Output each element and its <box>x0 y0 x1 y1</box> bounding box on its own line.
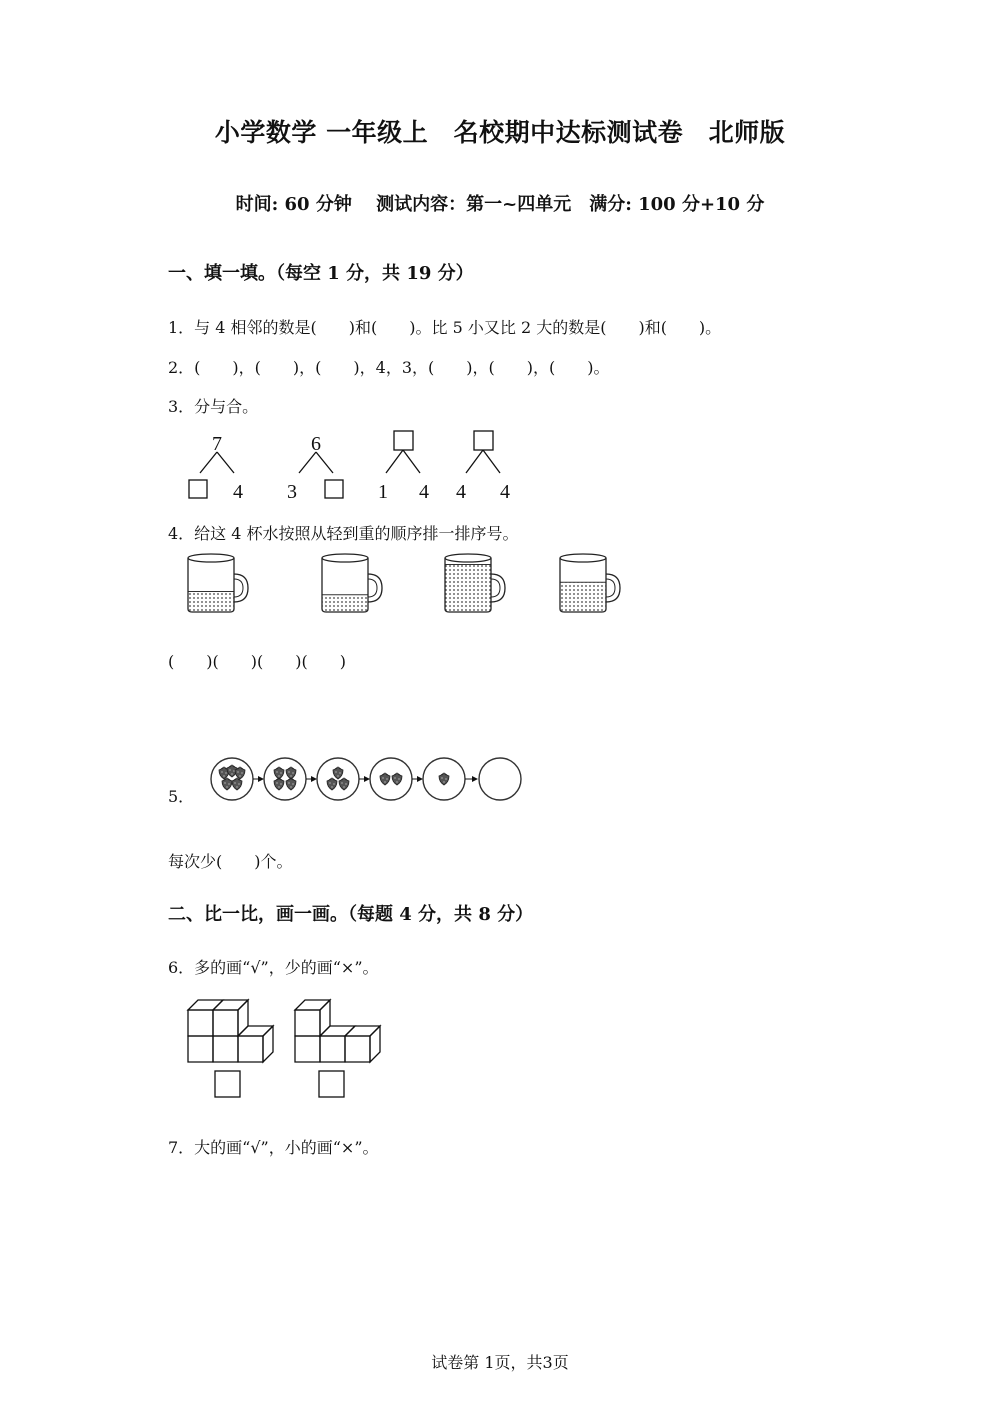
section-2-heading: 二、比一比，画一画。（每题 4 分，共 8 分） <box>168 904 534 925</box>
strawberry-icon <box>232 778 242 790</box>
bond-3-left: 1 <box>378 481 388 503</box>
strawberry-group-2 <box>264 758 306 800</box>
strawberry-group-6 <box>479 758 521 800</box>
strawberry-icon <box>274 767 284 779</box>
strawberry-group-4 <box>370 758 412 800</box>
question-3: 3．分与合。 <box>168 397 259 416</box>
bond-3-right: 4 <box>419 481 429 503</box>
section-1-heading: 一、填一填。（每空 1 分，共 19 分） <box>168 263 474 284</box>
strawberry-icon <box>286 778 296 790</box>
strawberry-icon <box>327 778 337 790</box>
page-footer: 试卷第 1页，共3页 <box>431 1353 569 1372</box>
bond-2-blank-box <box>325 480 343 498</box>
question-7: 7．大的画“√”，小的画“×”。 <box>168 1138 379 1157</box>
question-5-answer: 每次少( )个。 <box>168 852 293 871</box>
bond-1-right: 4 <box>233 481 243 503</box>
question-1: 1．与 4 相邻的数是( )和( )。比 5 小又比 2 大的数是( )和( )。 <box>168 318 722 337</box>
bond-1-blank-box <box>189 480 207 498</box>
bond-1-top: 7 <box>212 433 222 455</box>
question-4: 4．给这 4 杯水按照从轻到重的顺序排一排序号。 <box>168 524 519 543</box>
question-6: 6．多的画“√”，少的画“×”。 <box>168 958 379 977</box>
strawberry-group-5 <box>423 758 465 800</box>
water-fill <box>445 564 491 612</box>
answer-box-b <box>319 1071 344 1097</box>
bond-2-top: 6 <box>311 433 321 455</box>
water-cups-figure <box>180 552 630 618</box>
water-cup-4 <box>560 554 620 612</box>
bond-4-left: 4 <box>456 481 466 503</box>
bond-3-blank-box <box>394 431 413 450</box>
strawberry-icon <box>339 778 349 790</box>
question-2: 2．( )，( )，( )，4，3，( )，( )，( )。 <box>168 358 610 377</box>
cube-comparison-figure <box>185 995 385 1101</box>
exam-info: 时间: 60 分钟 测试内容：第一~四单元 满分: 100 分+10 分 <box>235 194 765 215</box>
strawberry-icon <box>274 778 284 790</box>
cube-shape-b <box>295 1000 380 1062</box>
strawberry-icon <box>333 767 343 779</box>
bond-4-blank-box <box>474 431 493 450</box>
page-title: 小学数学 一年级上 名校期中达标测试卷 北师版 <box>214 118 786 147</box>
water-cup-3 <box>445 554 505 612</box>
water-fill <box>560 582 606 612</box>
strawberry-sequence-figure <box>205 753 535 805</box>
question-5-label: 5． <box>168 787 195 806</box>
strawberry-icon <box>392 773 402 785</box>
water-cup-1 <box>188 554 248 612</box>
answer-box-a <box>215 1071 240 1097</box>
strawberry-icon <box>286 767 296 779</box>
strawberry-icon <box>380 773 390 785</box>
number-bond-figure <box>180 428 540 504</box>
bond-4-right: 4 <box>500 481 510 503</box>
water-fill <box>322 595 368 612</box>
bond-2-left: 3 <box>287 481 297 503</box>
strawberry-icon <box>222 778 232 790</box>
strawberry-group-1 <box>211 758 253 800</box>
water-cup-2 <box>322 554 382 612</box>
water-fill <box>188 591 234 612</box>
strawberry-group-3 <box>317 758 359 800</box>
strawberry-icon <box>439 773 449 785</box>
cube-shape-a <box>188 1000 273 1062</box>
question-4-answer-blanks: ( )( )( )( ) <box>168 652 346 671</box>
